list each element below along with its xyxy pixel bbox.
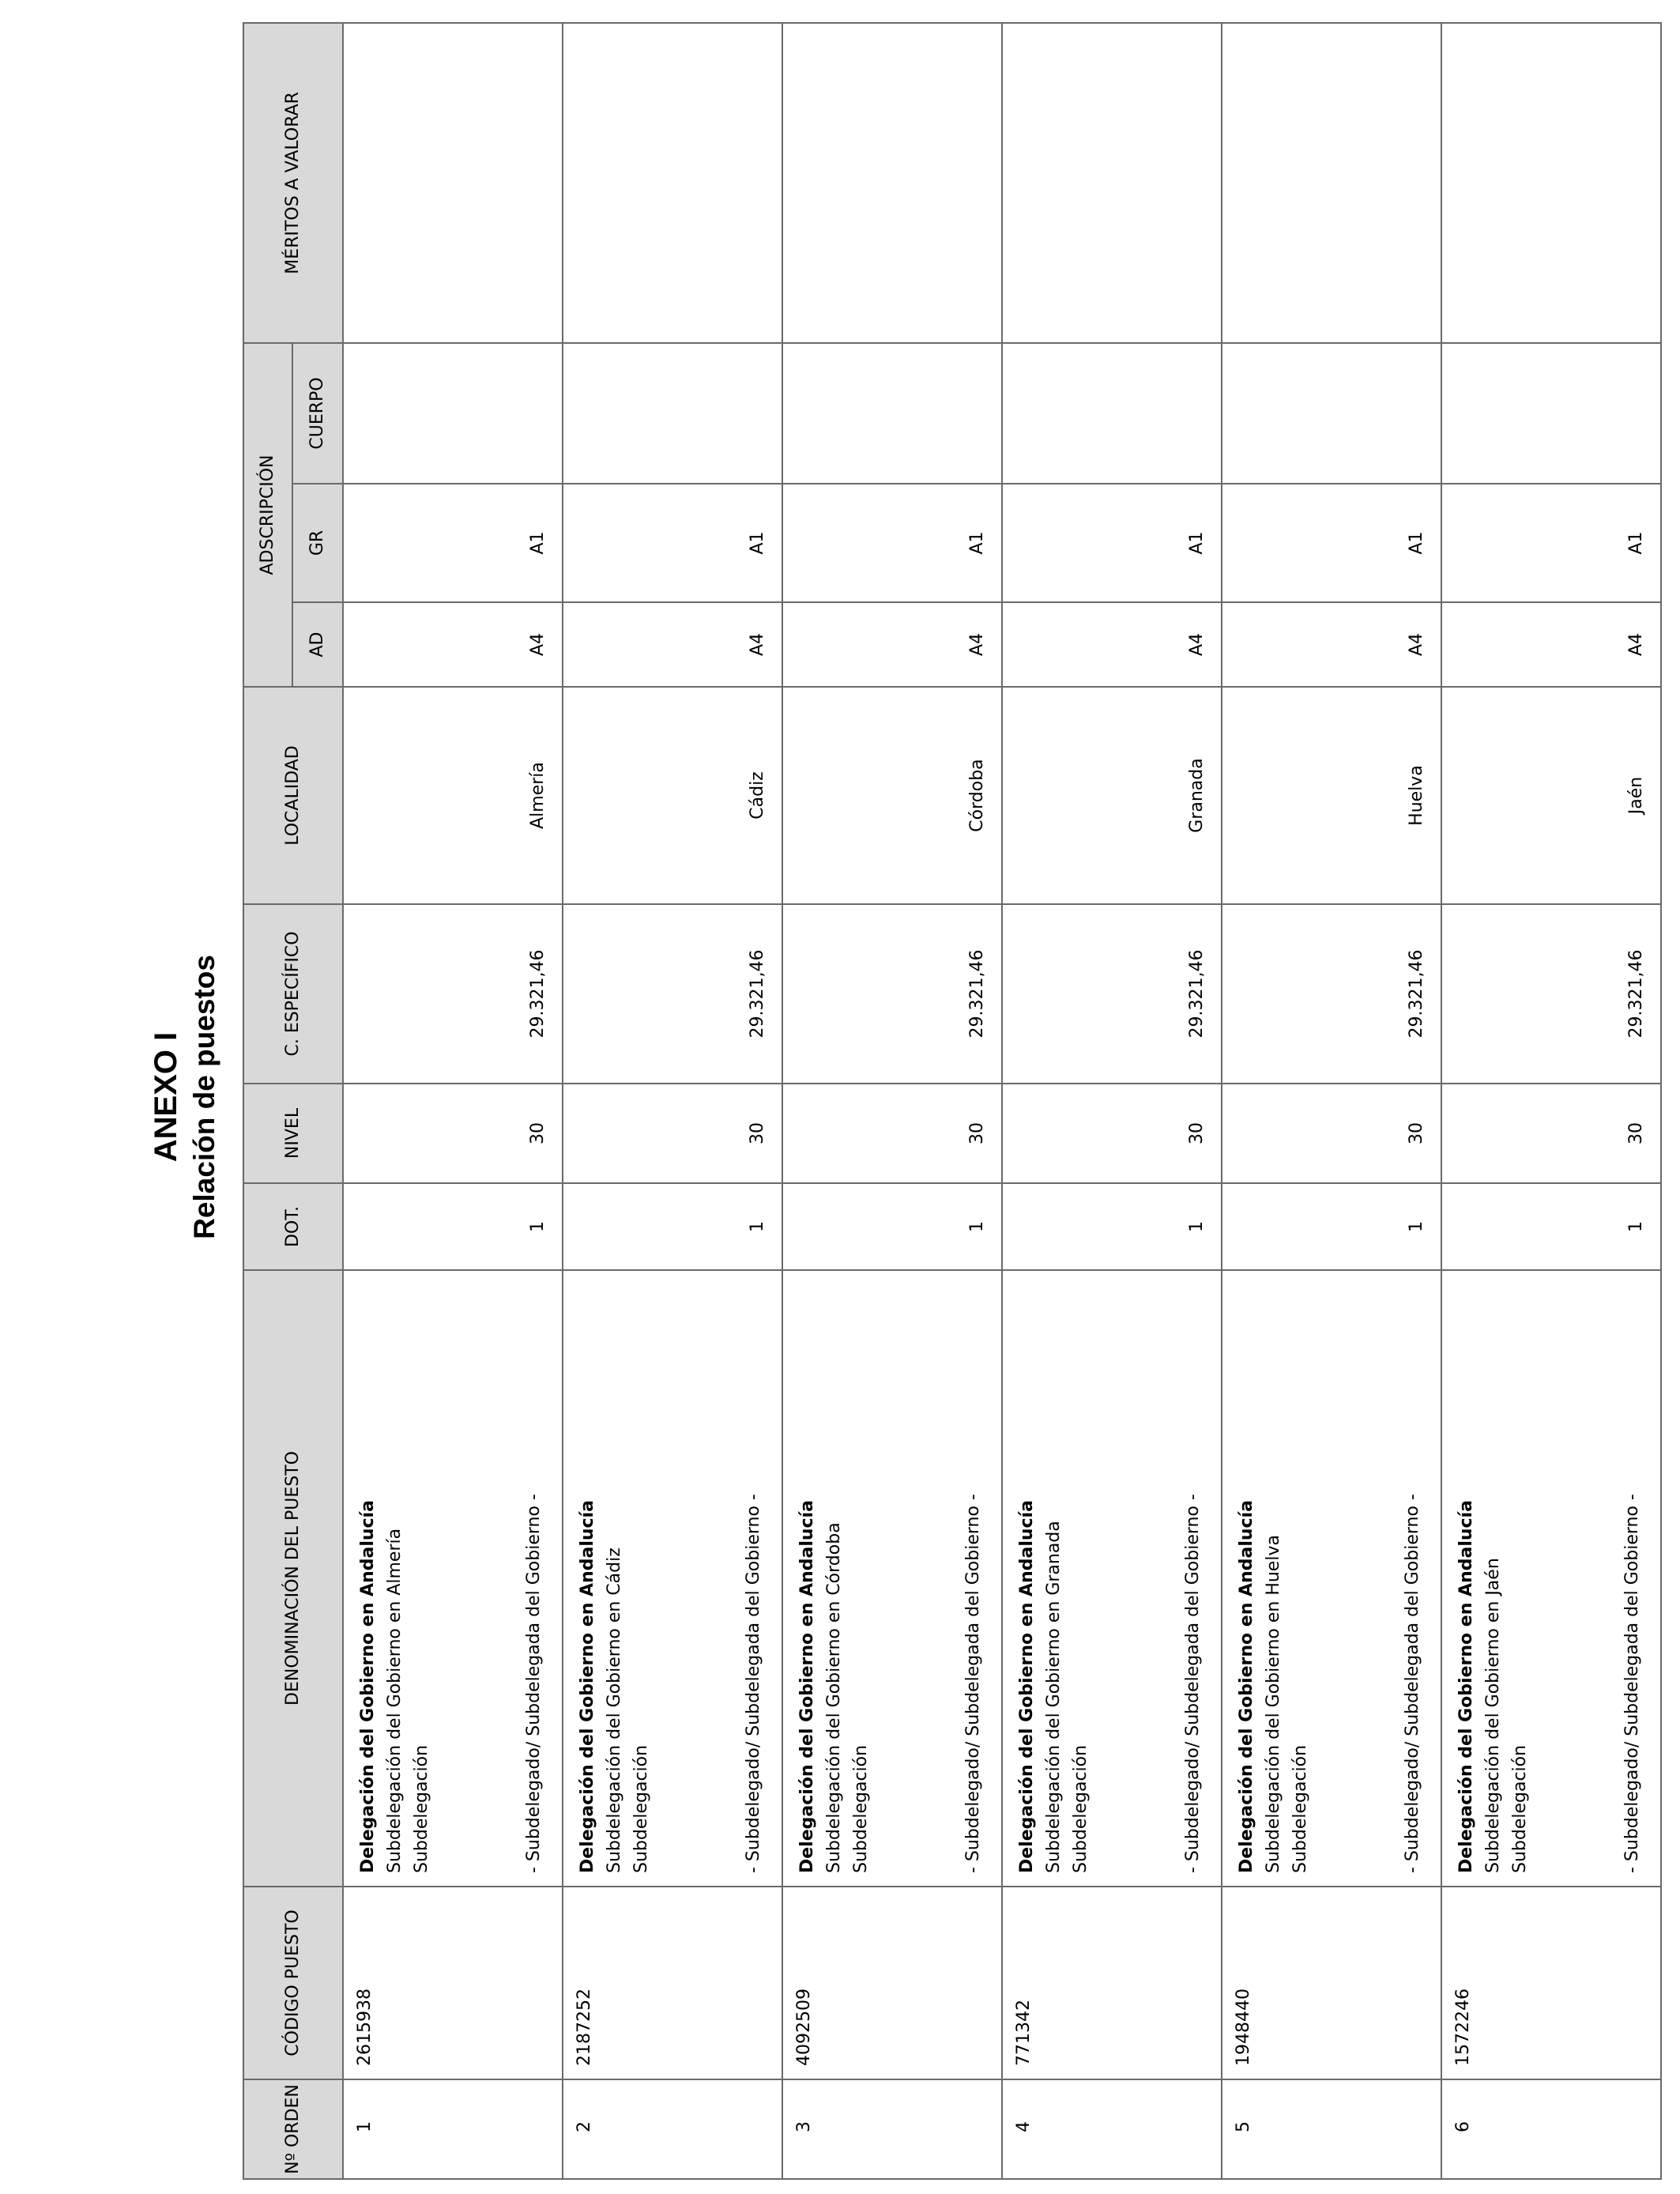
header-row-1: [243, 23, 292, 2179]
especifico-value: 29.321,46: [748, 949, 767, 1039]
cell-meritos: [563, 23, 782, 343]
cell-orden: [782, 2079, 1002, 2179]
orden-value: 6: [1453, 2121, 1473, 2132]
cell-ad: [1222, 602, 1441, 687]
especifico-value: 29.321,46: [1626, 949, 1646, 1039]
cell-gr: [782, 484, 1002, 602]
header-localidad: LOCALIDAD: [243, 687, 343, 904]
cell-cuerpo: [1222, 343, 1441, 484]
denominacion-title: Delegación del Gobierno en Andalucía: [358, 1500, 378, 1873]
header-gr: GR: [292, 484, 343, 602]
gr-value: A1: [1187, 531, 1207, 555]
cell-ad: [343, 602, 563, 687]
especifico-value: 29.321,46: [528, 949, 548, 1039]
cell-codigo: [1002, 1887, 1222, 2079]
cell-nivel: [1222, 1084, 1441, 1183]
cell-denominacion: [782, 1270, 1002, 1887]
denominacion-unidad: Subdelegación: [631, 1744, 651, 1873]
cell-gr: [1222, 484, 1441, 602]
cell-codigo: [563, 1887, 782, 2079]
denominacion-subdelegacion: Subdelegación del Gobierno en Almería: [385, 1528, 405, 1873]
header-ad: AD: [292, 602, 343, 687]
cell-especifico: [1441, 904, 1661, 1084]
denominacion-title: Delegación del Gobierno en Andalucía: [797, 1500, 817, 1873]
cell-ad: [563, 602, 782, 687]
cell-meritos: [343, 23, 563, 343]
dot-value: 1: [1626, 1221, 1646, 1232]
denominacion-title: Delegación del Gobierno en Andalucía: [1237, 1500, 1256, 1873]
cell-cuerpo: [563, 343, 782, 484]
cell-nivel: [782, 1084, 1002, 1183]
table-row: [343, 23, 563, 2179]
codigo-value: 1948440: [1234, 1989, 1253, 2066]
denominacion-subdelegacion: Subdelegación del Gobierno en Córdoba: [824, 1522, 844, 1873]
cell-codigo: [343, 1887, 563, 2079]
cell-gr: [563, 484, 782, 602]
cell-cuerpo: [343, 343, 563, 484]
localidad-value: Córdoba: [967, 759, 987, 832]
cell-nivel: [1002, 1084, 1222, 1183]
nivel-value: 30: [528, 1122, 548, 1144]
localidad-value: Almería: [528, 762, 548, 829]
header-cuerpo: CUERPO: [292, 343, 343, 484]
cell-codigo: [1222, 1887, 1441, 2079]
cell-denominacion: [1002, 1270, 1222, 1887]
denominacion-unidad: Subdelegación: [1290, 1744, 1310, 1873]
cell-ad: [782, 602, 1002, 687]
header-especifico: C. ESPECÍFICO: [243, 904, 343, 1084]
denominacion-block: [344, 1271, 562, 1886]
header-orden: Nº ORDEN: [243, 2079, 343, 2179]
nivel-value: 30: [1407, 1122, 1426, 1144]
title-block: [146, 0, 224, 2194]
denominacion-block: [783, 1271, 1001, 1886]
cell-especifico: [563, 904, 782, 1084]
cell-dot: [1002, 1183, 1222, 1270]
codigo-value: 771342: [1014, 2000, 1034, 2066]
cell-meritos: [1441, 23, 1661, 343]
table-row: [782, 23, 1002, 2179]
positions-table: [243, 22, 1662, 2180]
cell-cuerpo: [782, 343, 1002, 484]
cell-localidad: [1002, 687, 1222, 904]
denominacion-subdelegacion: Subdelegación del Gobierno en Cádiz: [605, 1547, 624, 1873]
cell-orden: [1222, 2079, 1441, 2179]
cell-dot: [1222, 1183, 1441, 1270]
cell-meritos: [1002, 23, 1222, 343]
denominacion-title: Delegación del Gobierno en Andalucía: [578, 1500, 597, 1873]
table-row: [1002, 23, 1222, 2179]
denominacion-unidad: Subdelegación: [412, 1744, 431, 1873]
cell-especifico: [1002, 904, 1222, 1084]
denominacion-cargo: - Subdelegado/ Subdelegada del Gobierno -: [1403, 1494, 1422, 1873]
denominacion-unidad: Subdelegación: [1510, 1744, 1530, 1873]
cell-dot: [782, 1183, 1002, 1270]
cell-dot: [1441, 1183, 1661, 1270]
especifico-value: 29.321,46: [967, 949, 987, 1039]
denominacion-block: [1222, 1271, 1441, 1886]
ad-value: A4: [1187, 632, 1207, 657]
denominacion-subdelegacion: Subdelegación del Gobierno en Huelva: [1264, 1535, 1283, 1873]
header-meritos: MÉRITOS A VALORAR: [243, 23, 343, 343]
codigo-value: 1572246: [1453, 1989, 1473, 2066]
orden-value: 5: [1234, 2121, 1253, 2132]
ad-value: A4: [1626, 632, 1646, 657]
cell-localidad: [1441, 687, 1661, 904]
cell-especifico: [782, 904, 1002, 1084]
cell-codigo: [1441, 1887, 1661, 2079]
codigo-value: 2187252: [574, 1989, 594, 2066]
cell-cuerpo: [1002, 343, 1222, 484]
header-dot: DOT.: [243, 1183, 343, 1270]
cell-orden: [1002, 2079, 1222, 2179]
table-row: [563, 23, 782, 2179]
cell-dot: [563, 1183, 782, 1270]
denominacion-cargo: - Subdelegado/ Subdelegada del Gobierno -: [1622, 1494, 1642, 1873]
cell-denominacion: [563, 1270, 782, 1887]
localidad-value: Granada: [1187, 758, 1207, 833]
denominacion-cargo: - Subdelegado/ Subdelegada del Gobierno -: [963, 1494, 983, 1873]
cell-meritos: [1222, 23, 1441, 343]
gr-value: A1: [528, 531, 548, 555]
denominacion-block: [1442, 1271, 1660, 1886]
codigo-value: 4092509: [794, 1989, 814, 2066]
table-row: [1222, 23, 1441, 2179]
dot-value: 1: [967, 1221, 987, 1232]
codigo-value: 2615938: [355, 1989, 375, 2066]
header-codigo: CÓDIGO PUESTO: [243, 1887, 343, 2079]
dot-value: 1: [748, 1221, 767, 1232]
cell-localidad: [563, 687, 782, 904]
cell-gr: [1441, 484, 1661, 602]
denominacion-title: Delegación del Gobierno en Andalucía: [1456, 1500, 1476, 1873]
orden-value: 1: [355, 2121, 375, 2132]
document-title: ANEXO I: [149, 1031, 183, 1163]
nivel-value: 30: [967, 1122, 987, 1144]
dot-value: 1: [1407, 1221, 1426, 1232]
dot-value: 1: [1187, 1221, 1207, 1232]
cell-nivel: [343, 1084, 563, 1183]
table-body: [343, 23, 1661, 2179]
denominacion-cargo: - Subdelegado/ Subdelegada del Gobierno -: [744, 1494, 763, 1873]
gr-value: A1: [1626, 531, 1646, 555]
denominacion-unidad: Subdelegación: [1071, 1744, 1090, 1873]
denominacion-cargo: - Subdelegado/ Subdelegada del Gobierno -: [1183, 1494, 1203, 1873]
especifico-value: 29.321,46: [1407, 949, 1426, 1039]
denominacion-block: [1003, 1271, 1221, 1886]
especifico-value: 29.321,46: [1187, 949, 1207, 1039]
ad-value: A4: [748, 632, 767, 657]
cell-localidad: [1222, 687, 1441, 904]
header-denominacion: DENOMINACIÓN DEL PUESTO: [243, 1270, 343, 1887]
table-row: [1441, 23, 1661, 2179]
cell-localidad: [782, 687, 1002, 904]
orden-value: 3: [794, 2121, 814, 2132]
cell-orden: [563, 2079, 782, 2179]
header-adscripcion: ADSCRIPCIÓN: [243, 343, 292, 687]
denominacion-cargo: - Subdelegado/ Subdelegada del Gobierno -: [524, 1494, 544, 1873]
nivel-value: 30: [1187, 1122, 1207, 1144]
cell-nivel: [563, 1084, 782, 1183]
cell-gr: [1002, 484, 1222, 602]
cell-meritos: [782, 23, 1002, 343]
cell-ad: [1441, 602, 1661, 687]
localidad-value: Huelva: [1407, 765, 1426, 826]
denominacion-block: [563, 1271, 782, 1886]
denominacion-subdelegacion: Subdelegación del Gobierno en Jaén: [1483, 1558, 1503, 1873]
cell-dot: [343, 1183, 563, 1270]
orden-value: 4: [1014, 2121, 1034, 2132]
gr-value: A1: [1407, 531, 1426, 555]
cell-orden: [343, 2079, 563, 2179]
ad-value: A4: [528, 632, 548, 657]
cell-ad: [1002, 602, 1222, 687]
header-nivel: NIVEL: [243, 1084, 343, 1183]
nivel-value: 30: [1626, 1122, 1646, 1144]
denominacion-unidad: Subdelegación: [851, 1744, 871, 1873]
cell-orden: [1441, 2079, 1661, 2179]
cell-gr: [343, 484, 563, 602]
cell-localidad: [343, 687, 563, 904]
localidad-value: Jaén: [1626, 776, 1646, 815]
cell-nivel: [1441, 1084, 1661, 1183]
cell-cuerpo: [1441, 343, 1661, 484]
cell-denominacion: [343, 1270, 563, 1887]
ad-value: A4: [967, 632, 987, 657]
nivel-value: 30: [748, 1122, 767, 1144]
cell-denominacion: [1441, 1270, 1661, 1887]
gr-value: A1: [748, 531, 767, 555]
dot-value: 1: [528, 1221, 548, 1232]
cell-especifico: [343, 904, 563, 1084]
denominacion-subdelegacion: Subdelegación del Gobierno en Granada: [1044, 1521, 1064, 1873]
gr-value: A1: [967, 531, 987, 555]
cell-denominacion: [1222, 1270, 1441, 1887]
document-subtitle: Relación de puestos: [188, 955, 220, 1239]
cell-codigo: [782, 1887, 1002, 2079]
ad-value: A4: [1407, 632, 1426, 657]
denominacion-title: Delegación del Gobierno en Andalucía: [1017, 1500, 1037, 1873]
cell-especifico: [1222, 904, 1441, 1084]
localidad-value: Cádiz: [748, 771, 767, 820]
orden-value: 2: [574, 2121, 594, 2132]
